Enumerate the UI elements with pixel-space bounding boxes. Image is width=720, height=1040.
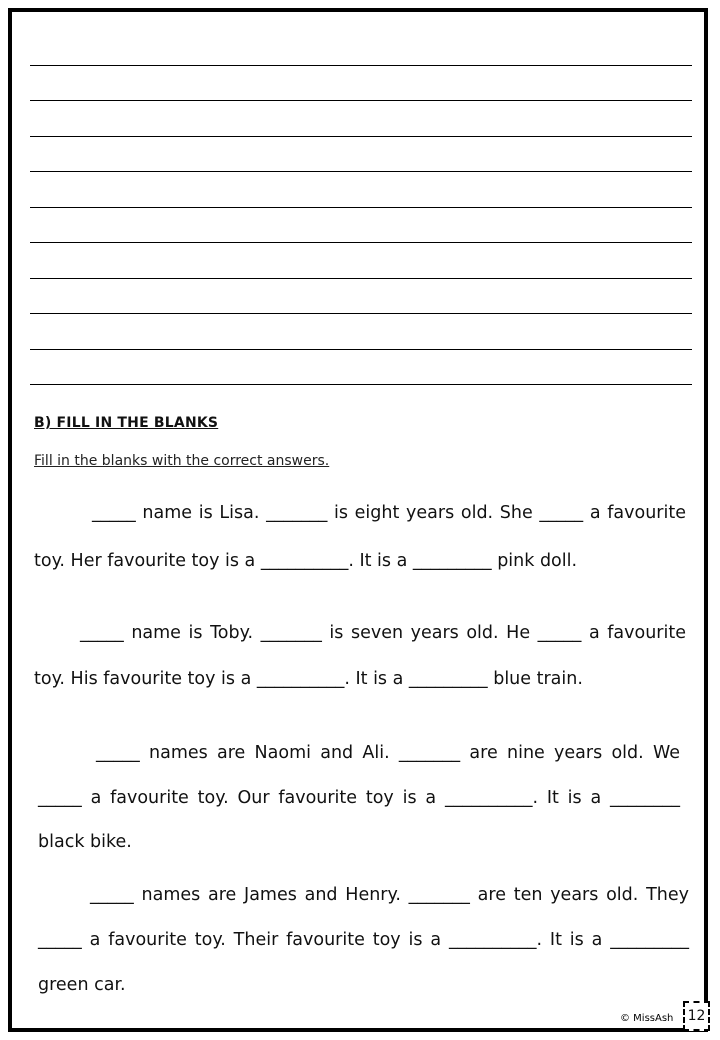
writing-lines (30, 30, 692, 385)
paragraph-line: green car. (38, 975, 126, 995)
paragraph-line: toy. His favourite toy is a __________. It is a _________ blue train. (34, 669, 583, 689)
writing-line[interactable] (30, 243, 692, 279)
paragraph-line: _____ a favourite toy. Their favourite toy is a __________. It is a _________ (38, 930, 689, 950)
instructions: Fill in the blanks with the correct answers. (34, 453, 330, 469)
paragraph-line: _____ names are James and Henry. _______ are ten years old. They (90, 885, 689, 905)
writing-line[interactable] (30, 66, 692, 102)
page-number: 12 (683, 1001, 710, 1031)
paragraph-line: _____ a favourite toy. Our favourite toy is a __________. It is a ________ (38, 788, 680, 808)
writing-line[interactable] (30, 172, 692, 208)
paragraph-line: _____ name is Toby. _______ is seven years old. He _____ a favourite (80, 623, 686, 643)
writing-line[interactable] (30, 137, 692, 173)
writing-line[interactable] (30, 101, 692, 137)
writing-line[interactable] (30, 314, 692, 350)
copyright-credit: © MissAsh (620, 1013, 674, 1024)
paragraph-line: _____ name is Lisa. _______ is eight years old. She _____ a favourite (92, 503, 686, 523)
section-title: B) FILL IN THE BLANKS (34, 415, 219, 431)
writing-line[interactable] (30, 350, 692, 386)
paragraph-line: _____ names are Naomi and Ali. _______ are nine years old. We (96, 743, 680, 763)
writing-line[interactable] (30, 30, 692, 66)
writing-line[interactable] (30, 208, 692, 244)
writing-line[interactable] (30, 279, 692, 315)
paragraph-line: black bike. (38, 832, 132, 852)
paragraph-line: toy. Her favourite toy is a __________. It is a _________ pink doll. (34, 551, 578, 571)
